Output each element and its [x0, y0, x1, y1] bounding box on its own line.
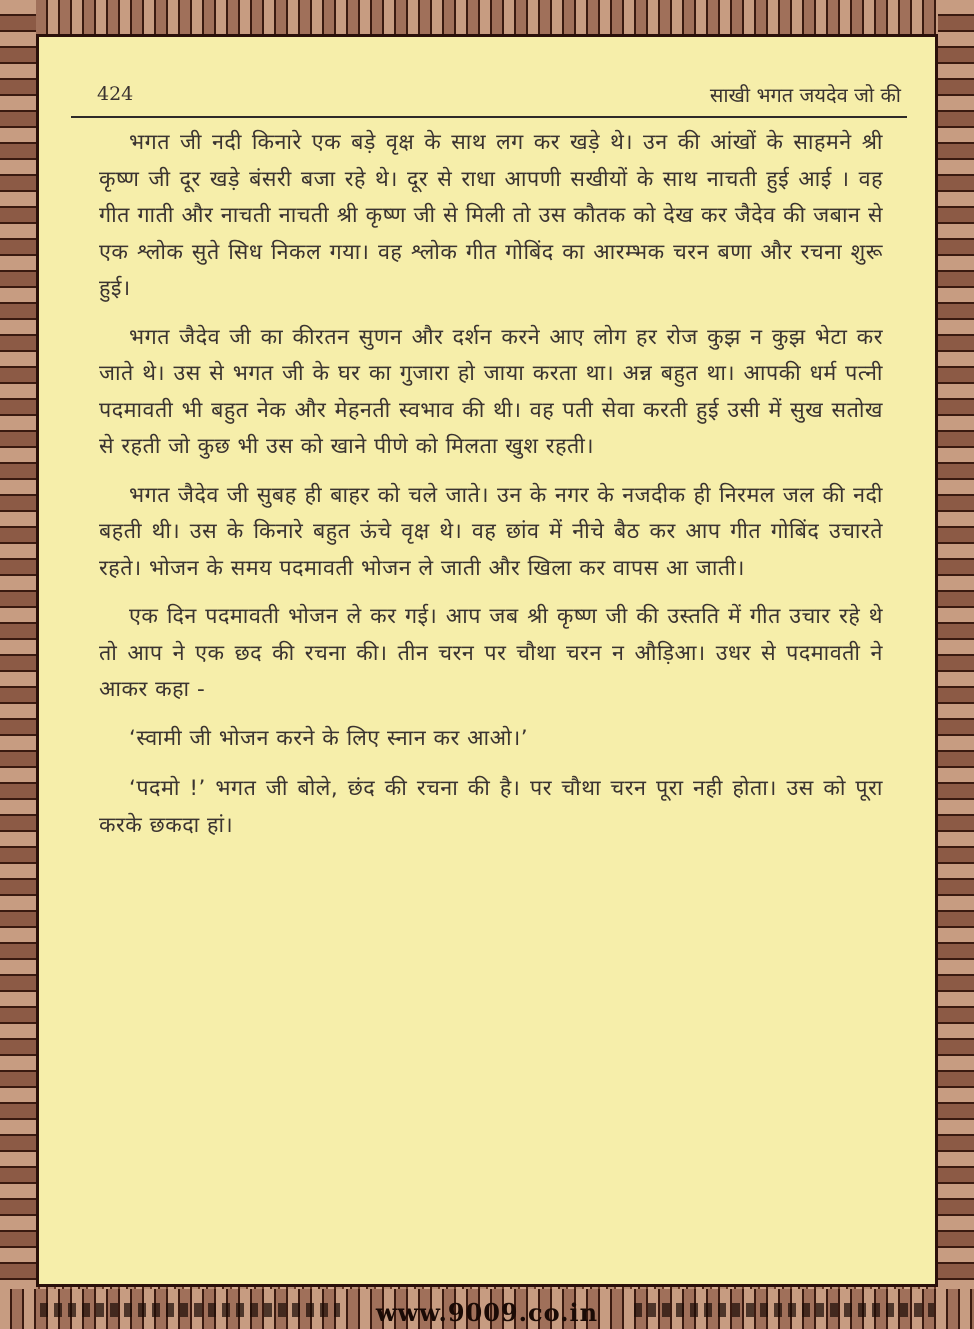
frame-top-border [0, 0, 974, 36]
paragraph-3: भगत जैदेव जी सुबह ही बाहर को चले जाते। उन के नगर के नजदीक ही निरमल जल की नदी बहती थी। उस के किनारे बहुत ऊंचे वृक्ष थे। वह छांव में नीचे बैठ कर आप गीत गोबिंद उचारते रहते। भोजन के समय पदमावती भोजन ले जाती और खिला कर वापस आ जाती। [99, 482, 883, 581]
website-link[interactable]: www.9009.co.in [375, 1298, 599, 1327]
page-header [69, 75, 905, 115]
frame-left-border [0, 0, 36, 1329]
header-rule [71, 116, 907, 118]
page-number: 424 [97, 83, 134, 105]
page-body [99, 125, 883, 856]
paragraph-6: ‘पदमो !’ भगत जी बोले, छंद की रचना की है। पर चौथा चरन पूरा नही होता। उस को पूरा करके छकदा हां। [99, 776, 883, 838]
paragraph-2: भगत जैदेव जी का कीरतन सुणन और दर्शन करने आए लोग हर रोज कुझ न कुझ भेटा कर जाते थे। उस से भगत जी के घर का गुजारा हो जाया करता था। अन्न बहुत था। आपकी धर्म पत्नी पदमावती भी बहुत नेक और मेहनती स्वभाव की थी। वह पती सेवा करती हुई उसी में सुख सतोख से रहती जो कुछ भी उस को खाने पीणे को मिलता खुश रहती। [99, 324, 883, 459]
paragraph-4: एक दिन पदमावती भोजन ले कर गई। आप जब श्री कृष्ण जी की उस्तति में गीत उचार रहे थे तो आप ने एक छद की रचना की। तीन चरन पर चौथा चरन न औड़िआ। उधर से पदमावती ने आकर कहा - [99, 604, 883, 702]
running-title: साखी भगत जयदेव जो की [709, 83, 901, 107]
footer-strip [0, 1289, 974, 1329]
paragraph-1: भगत जी नदी किनारे एक बड़े वृक्ष के साथ लग कर खड़े थे। उन की आंखों के साहमने श्री कृष्ण जी दूर खड़े बंसरी बजा रहे थे। दूर से राधा आपणी सखीयों के साथ नाचती हुई आई । वह गीत गाती और नाचती नाचती श्री कृष्ण जी से मिली तो उस कौतक को देख कर जैदेव की जबान से एक श्लोक सुते सिध निकल गया। वह श्लोक गीत गोबिंद का आरम्भक चरन बणा और रचना शुरू हुई। [99, 130, 883, 301]
book-page [36, 34, 938, 1287]
frame-right-border [938, 0, 974, 1329]
paragraph-5: ‘स्वामी जी भोजन करने के लिए स्नान कर आओ।’ [129, 725, 529, 751]
